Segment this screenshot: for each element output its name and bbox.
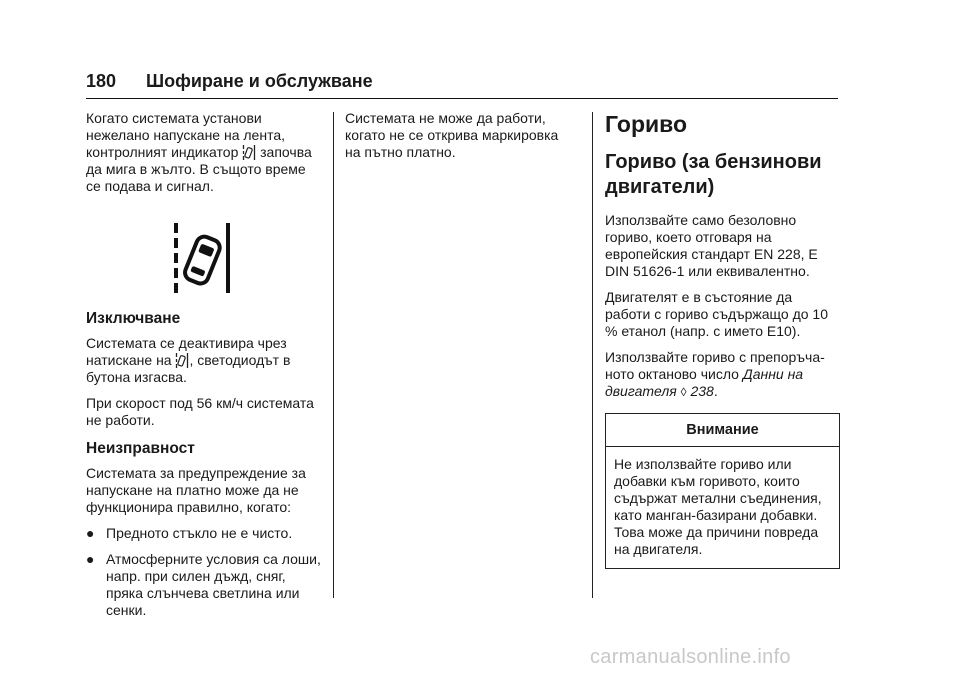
text: Когато системата установи нежелано напускане на лента, контролният индикатор	[86, 110, 286, 160]
text: Системата се деактивира чрез натискане на	[86, 335, 287, 368]
paragraph-no-marking: Системата не може да работи, когато не се открива маркировка на пътно платно.	[345, 110, 559, 160]
paragraph-octane	[605, 349, 840, 401]
caution-title: Внимание	[606, 414, 839, 447]
lane-departure-icon	[242, 144, 256, 161]
list-item	[86, 525, 324, 542]
bullet-icon: ●	[86, 551, 95, 567]
page-reference-icon: ◊	[680, 385, 687, 399]
page-header	[86, 66, 838, 99]
heading-off: Изключване	[86, 310, 181, 327]
heading-fuel-petrol: Гориво (за бензинови двигатели)	[605, 151, 822, 198]
list-item-text: Предното стъкло не е чисто.	[106, 525, 293, 541]
lane-departure-figure-icon	[174, 223, 234, 295]
chapter-title: Шофиране и обслужване	[146, 71, 373, 91]
paragraph-unleaded: Използвайте само безоловно гориво, което отговаря на европейския стандарт EN 228, E DIN 51626-1 или еквивалентно.	[605, 212, 818, 279]
paragraph-warning-indicator	[86, 110, 324, 195]
lane-departure-icon	[175, 352, 189, 369]
column-1	[86, 110, 324, 628]
page-number: 180	[86, 71, 117, 91]
bullet-icon: ●	[86, 525, 95, 541]
caution-body: Не използвайте гориво или добавки към горивото, които съдържат метални съединения, като манган-базирани добавки. Това може да причини повреда на двигателя.	[614, 456, 822, 557]
paragraph-deactivate	[86, 335, 324, 386]
text: .	[713, 383, 718, 399]
watermark: carmanualsonline.info	[590, 646, 791, 668]
list-item	[86, 551, 324, 619]
text: Използвайте гориво с препоръчаното октаново число	[605, 349, 825, 382]
engine-data-link[interactable]: Данни на двигателя	[605, 366, 804, 399]
paragraph-fault: Системата за предупреждение за напускане на платно може да не функционира правилно, когато:	[86, 465, 306, 515]
column-divider-2	[592, 112, 593, 598]
page-reference-link[interactable]: 238	[690, 383, 714, 399]
text: , светодиодът в бутона изгасва.	[86, 352, 291, 385]
paragraph-speed: При скорост под 56 км/ч системата не работи.	[86, 395, 314, 428]
column-3	[605, 110, 840, 569]
heading-fault: Неизправност	[86, 440, 195, 457]
list-item-text: Атмосферните условия са лоши, напр. при силен дъжд, сняг, пряка слънчева светлина или сенки.	[106, 551, 321, 618]
caution-box	[605, 413, 840, 569]
heading-fuel: Гориво	[605, 111, 688, 137]
paragraph-ethanol: Двигателят е в състояние да работи с гориво съдържащо до 10 % етанол (напр. с името E10).	[605, 289, 828, 339]
column-2	[345, 110, 573, 170]
text: започва да мига в жълто. В същото време се подава и сигнал.	[86, 144, 312, 194]
column-divider-1	[333, 112, 334, 598]
